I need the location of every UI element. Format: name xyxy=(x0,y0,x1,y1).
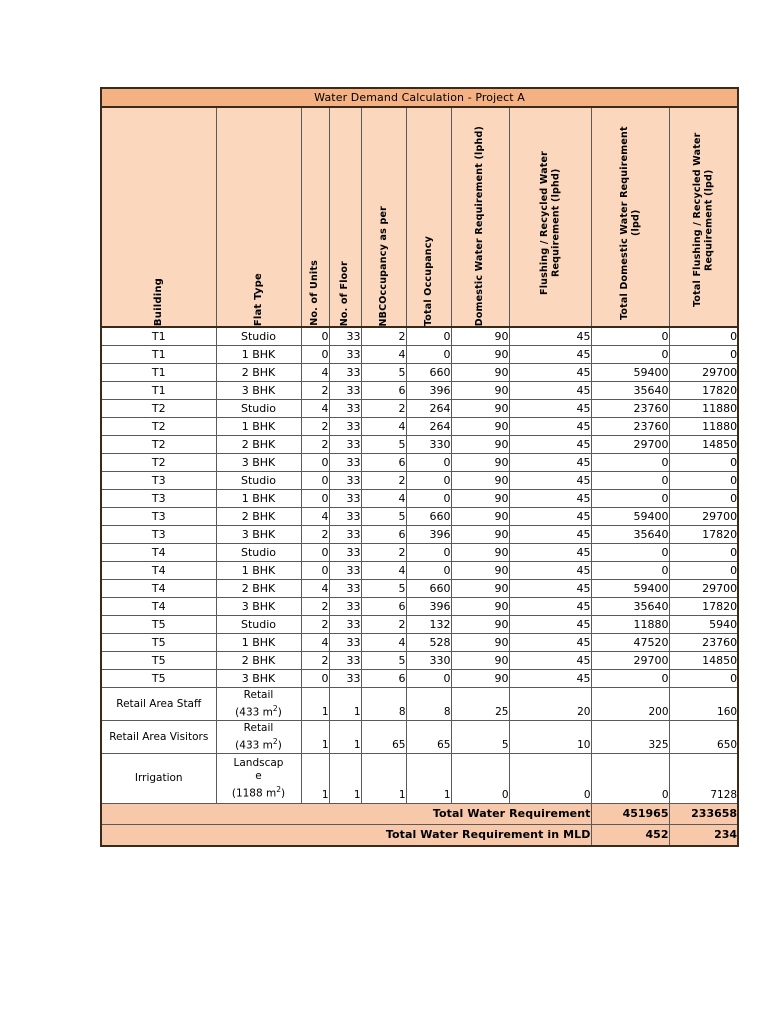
cell-nbc-occupancy: 6 xyxy=(361,454,406,472)
cell-no-of-units: 1 xyxy=(301,754,329,804)
water-demand-sheet xyxy=(100,87,737,847)
cell-nbc-occupancy: 5 xyxy=(361,436,406,454)
cell-building: Irrigation xyxy=(101,754,216,804)
footer-label: Total Water Requirement in MLD xyxy=(101,825,591,847)
cell-no-of-units: 4 xyxy=(301,580,329,598)
table-row xyxy=(101,652,738,670)
cell-no-of-units: 2 xyxy=(301,652,329,670)
cell-total-occupancy: 0 xyxy=(406,544,451,562)
cell-no-of-units: 1 xyxy=(301,688,329,721)
cell-nbc-occupancy: 1 xyxy=(361,754,406,804)
cell-no-of-floor: 33 xyxy=(329,580,361,598)
water-demand-table xyxy=(100,87,739,847)
cell-domestic-water-requirement: 90 xyxy=(451,472,509,490)
cell-total-domestic-water-requirement: 200 xyxy=(591,688,669,721)
cell-no-of-floor: 33 xyxy=(329,436,361,454)
cell-no-of-floor: 33 xyxy=(329,634,361,652)
table-row xyxy=(101,490,738,508)
table-row xyxy=(101,436,738,454)
table-footer xyxy=(101,804,738,847)
cell-total-flushing-water-requirement: 0 xyxy=(669,327,738,346)
cell-no-of-floor: 33 xyxy=(329,327,361,346)
cell-flat-type: 3 BHK xyxy=(216,526,301,544)
cell-domestic-water-requirement: 90 xyxy=(451,634,509,652)
cell-no-of-floor: 1 xyxy=(329,721,361,754)
cell-domestic-water-requirement: 90 xyxy=(451,327,509,346)
cell-total-occupancy: 264 xyxy=(406,418,451,436)
cell-total-domestic-water-requirement: 0 xyxy=(591,454,669,472)
cell-total-occupancy: 396 xyxy=(406,382,451,400)
cell-nbc-occupancy: 5 xyxy=(361,580,406,598)
table-row xyxy=(101,670,738,688)
header-label-nbc-occupancy: NBCOccupancy as per xyxy=(377,205,389,326)
cell-no-of-floor: 33 xyxy=(329,508,361,526)
cell-no-of-units: 2 xyxy=(301,616,329,634)
table-row xyxy=(101,598,738,616)
cell-flat-type: 1 BHK xyxy=(216,490,301,508)
cell-total-flushing-water-requirement: 17820 xyxy=(669,598,738,616)
cell-flat-type: 1 BHK xyxy=(216,346,301,364)
cell-total-domestic-water-requirement: 59400 xyxy=(591,580,669,598)
cell-flushing-water-requirement: 45 xyxy=(509,454,591,472)
cell-building: T5 xyxy=(101,652,216,670)
cell-flat-type: Landscap e (1188 $m^2$) xyxy=(216,754,301,804)
column-header-no-of-floor xyxy=(329,107,361,327)
cell-flushing-water-requirement: 45 xyxy=(509,526,591,544)
cell-no-of-floor: 1 xyxy=(329,754,361,804)
cell-total-domestic-water-requirement: 0 xyxy=(591,472,669,490)
cell-flat-type: Studio xyxy=(216,472,301,490)
cell-flat-type: 3 BHK xyxy=(216,598,301,616)
cell-no-of-units: 0 xyxy=(301,327,329,346)
cell-total-flushing-water-requirement: 14850 xyxy=(669,652,738,670)
header-label-flat-type: Flat Type xyxy=(252,272,264,326)
footer-total-domestic-water-requirement: 452 xyxy=(591,825,669,847)
cell-domestic-water-requirement: 90 xyxy=(451,346,509,364)
cell-total-flushing-water-requirement: 29700 xyxy=(669,580,738,598)
cell-no-of-units: 2 xyxy=(301,418,329,436)
cell-no-of-units: 0 xyxy=(301,670,329,688)
cell-flat-type: 1 BHK xyxy=(216,418,301,436)
cell-flat-type: 3 BHK xyxy=(216,382,301,400)
cell-total-domestic-water-requirement: 0 xyxy=(591,562,669,580)
header-label-building: Building xyxy=(153,277,164,326)
cell-flushing-water-requirement: 10 xyxy=(509,721,591,754)
table-row xyxy=(101,688,738,721)
cell-total-occupancy: 0 xyxy=(406,670,451,688)
cell-no-of-floor: 33 xyxy=(329,544,361,562)
cell-total-domestic-water-requirement: 0 xyxy=(591,346,669,364)
cell-total-occupancy: 0 xyxy=(406,327,451,346)
table-row xyxy=(101,472,738,490)
cell-domestic-water-requirement: 90 xyxy=(451,652,509,670)
cell-no-of-floor: 1 xyxy=(329,688,361,721)
cell-total-domestic-water-requirement: 35640 xyxy=(591,526,669,544)
cell-building: T5 xyxy=(101,634,216,652)
cell-total-flushing-water-requirement: 160 xyxy=(669,688,738,721)
cell-domestic-water-requirement: 90 xyxy=(451,400,509,418)
cell-nbc-occupancy: 2 xyxy=(361,327,406,346)
cell-building: T1 xyxy=(101,346,216,364)
cell-total-flushing-water-requirement: 14850 xyxy=(669,436,738,454)
cell-flat-type: Studio xyxy=(216,400,301,418)
cell-building: T4 xyxy=(101,580,216,598)
cell-building: T4 xyxy=(101,544,216,562)
cell-no-of-floor: 33 xyxy=(329,364,361,382)
cell-total-occupancy: 660 xyxy=(406,580,451,598)
cell-total-flushing-water-requirement: 0 xyxy=(669,544,738,562)
cell-total-domestic-water-requirement: 11880 xyxy=(591,616,669,634)
cell-domestic-water-requirement: 90 xyxy=(451,364,509,382)
cell-no-of-units: 0 xyxy=(301,490,329,508)
cell-total-occupancy: 0 xyxy=(406,562,451,580)
cell-domestic-water-requirement: 90 xyxy=(451,490,509,508)
header-label-total-occupancy: Total Occupancy xyxy=(422,235,434,326)
cell-flushing-water-requirement: 45 xyxy=(509,400,591,418)
cell-total-domestic-water-requirement: 0 xyxy=(591,544,669,562)
cell-total-flushing-water-requirement: 650 xyxy=(669,721,738,754)
cell-no-of-floor: 33 xyxy=(329,346,361,364)
cell-domestic-water-requirement: 5 xyxy=(451,721,509,754)
cell-flushing-water-requirement: 45 xyxy=(509,634,591,652)
cell-total-domestic-water-requirement: 0 xyxy=(591,327,669,346)
cell-no-of-units: 1 xyxy=(301,721,329,754)
table-row xyxy=(101,418,738,436)
cell-domestic-water-requirement: 90 xyxy=(451,598,509,616)
cell-building: T3 xyxy=(101,490,216,508)
cell-total-domestic-water-requirement: 29700 xyxy=(591,652,669,670)
column-header-flat-type xyxy=(216,107,301,327)
table-row xyxy=(101,580,738,598)
cell-domestic-water-requirement: 90 xyxy=(451,382,509,400)
cell-building: T4 xyxy=(101,562,216,580)
cell-flat-type: 3 BHK xyxy=(216,454,301,472)
cell-building: T2 xyxy=(101,418,216,436)
table-row xyxy=(101,721,738,754)
cell-domestic-water-requirement: 0 xyxy=(451,754,509,804)
cell-flat-type: 2 BHK xyxy=(216,580,301,598)
cell-no-of-floor: 33 xyxy=(329,454,361,472)
cell-flushing-water-requirement: 45 xyxy=(509,418,591,436)
cell-flushing-water-requirement: 45 xyxy=(509,598,591,616)
cell-no-of-units: 0 xyxy=(301,454,329,472)
cell-building: T1 xyxy=(101,327,216,346)
cell-nbc-occupancy: 6 xyxy=(361,382,406,400)
cell-total-flushing-water-requirement: 17820 xyxy=(669,382,738,400)
cell-flushing-water-requirement: 45 xyxy=(509,382,591,400)
column-header-domestic-water-requirement xyxy=(451,107,509,327)
cell-no-of-units: 2 xyxy=(301,436,329,454)
cell-flat-type: Retail (433 $m^2$) xyxy=(216,688,301,721)
table-row xyxy=(101,346,738,364)
cell-flushing-water-requirement: 45 xyxy=(509,490,591,508)
column-header-flushing-water-requirement xyxy=(509,107,591,327)
cell-total-domestic-water-requirement: 47520 xyxy=(591,634,669,652)
cell-total-occupancy: 330 xyxy=(406,436,451,454)
cell-total-flushing-water-requirement: 0 xyxy=(669,670,738,688)
cell-nbc-occupancy: 2 xyxy=(361,472,406,490)
header-label-total-domestic-water-requirement: Total Domestic Water Requirement (lpd) xyxy=(618,126,641,320)
cell-flushing-water-requirement: 45 xyxy=(509,436,591,454)
cell-no-of-units: 4 xyxy=(301,364,329,382)
header-label-flushing-water-requirement: Flushing / Recycled Water Requirement (lphd) xyxy=(538,150,561,296)
cell-nbc-occupancy: 2 xyxy=(361,616,406,634)
cell-no-of-units: 2 xyxy=(301,526,329,544)
cell-total-flushing-water-requirement: 0 xyxy=(669,472,738,490)
cell-nbc-occupancy: 4 xyxy=(361,634,406,652)
cell-flushing-water-requirement: 45 xyxy=(509,562,591,580)
table-title-row xyxy=(101,88,738,107)
cell-nbc-occupancy: 4 xyxy=(361,418,406,436)
cell-total-flushing-water-requirement: 7128 xyxy=(669,754,738,804)
cell-total-occupancy: 132 xyxy=(406,616,451,634)
column-header-total-domestic-water-requirement xyxy=(591,107,669,327)
table-row xyxy=(101,382,738,400)
cell-flat-type: 2 BHK xyxy=(216,652,301,670)
cell-nbc-occupancy: 2 xyxy=(361,544,406,562)
table-row xyxy=(101,562,738,580)
cell-no-of-floor: 33 xyxy=(329,562,361,580)
cell-flushing-water-requirement: 45 xyxy=(509,346,591,364)
cell-nbc-occupancy: 5 xyxy=(361,364,406,382)
cell-total-flushing-water-requirement: 17820 xyxy=(669,526,738,544)
cell-nbc-occupancy: 4 xyxy=(361,346,406,364)
cell-flushing-water-requirement: 0 xyxy=(509,754,591,804)
cell-nbc-occupancy: 5 xyxy=(361,508,406,526)
cell-domestic-water-requirement: 90 xyxy=(451,670,509,688)
cell-flat-type: Studio xyxy=(216,327,301,346)
cell-total-occupancy: 396 xyxy=(406,598,451,616)
table-row xyxy=(101,364,738,382)
footer-total-flushing-water-requirement: 234 xyxy=(669,825,738,847)
cell-building: T5 xyxy=(101,670,216,688)
cell-total-flushing-water-requirement: 0 xyxy=(669,562,738,580)
cell-building: T2 xyxy=(101,454,216,472)
table-row xyxy=(101,327,738,346)
cell-building: T1 xyxy=(101,382,216,400)
cell-flat-type: Studio xyxy=(216,544,301,562)
footer-total-flushing-water-requirement: 233658 xyxy=(669,804,738,825)
cell-total-flushing-water-requirement: 0 xyxy=(669,490,738,508)
cell-total-flushing-water-requirement: 29700 xyxy=(669,508,738,526)
cell-flushing-water-requirement: 45 xyxy=(509,508,591,526)
cell-no-of-floor: 33 xyxy=(329,526,361,544)
cell-total-occupancy: 396 xyxy=(406,526,451,544)
cell-total-flushing-water-requirement: 29700 xyxy=(669,364,738,382)
header-label-total-flushing-water-requirement: Total Flushing / Recycled Water Requirement (lpd) xyxy=(691,132,715,308)
cell-no-of-floor: 33 xyxy=(329,598,361,616)
cell-no-of-units: 0 xyxy=(301,562,329,580)
cell-total-occupancy: 660 xyxy=(406,508,451,526)
cell-domestic-water-requirement: 90 xyxy=(451,508,509,526)
header-label-no-of-floor: No. of Floor xyxy=(339,260,351,326)
cell-nbc-occupancy: 6 xyxy=(361,598,406,616)
cell-nbc-occupancy: 2 xyxy=(361,400,406,418)
cell-no-of-floor: 33 xyxy=(329,670,361,688)
cell-nbc-occupancy: 6 xyxy=(361,670,406,688)
cell-total-domestic-water-requirement: 23760 xyxy=(591,400,669,418)
table-row xyxy=(101,400,738,418)
table-body xyxy=(101,327,738,804)
table-row xyxy=(101,544,738,562)
cell-no-of-floor: 33 xyxy=(329,400,361,418)
cell-total-flushing-water-requirement: 0 xyxy=(669,454,738,472)
cell-building: Retail Area Visitors xyxy=(101,721,216,754)
cell-flat-type: Studio xyxy=(216,616,301,634)
cell-flushing-water-requirement: 20 xyxy=(509,688,591,721)
cell-total-occupancy: 528 xyxy=(406,634,451,652)
cell-flat-type: 2 BHK xyxy=(216,508,301,526)
cell-total-occupancy: 660 xyxy=(406,364,451,382)
page-title: Water Demand Calculation - Project A xyxy=(101,88,738,107)
cell-flushing-water-requirement: 45 xyxy=(509,544,591,562)
cell-total-domestic-water-requirement: 59400 xyxy=(591,364,669,382)
cell-no-of-floor: 33 xyxy=(329,616,361,634)
cell-building: T2 xyxy=(101,400,216,418)
cell-building: T3 xyxy=(101,526,216,544)
cell-flat-type: 2 BHK xyxy=(216,436,301,454)
cell-flushing-water-requirement: 45 xyxy=(509,364,591,382)
cell-total-flushing-water-requirement: 5940 xyxy=(669,616,738,634)
cell-domestic-water-requirement: 25 xyxy=(451,688,509,721)
cell-domestic-water-requirement: 90 xyxy=(451,616,509,634)
cell-total-flushing-water-requirement: 23760 xyxy=(669,634,738,652)
cell-building: T5 xyxy=(101,616,216,634)
table-row xyxy=(101,526,738,544)
cell-domestic-water-requirement: 90 xyxy=(451,418,509,436)
table-footer-row xyxy=(101,804,738,825)
cell-nbc-occupancy: 65 xyxy=(361,721,406,754)
cell-flushing-water-requirement: 45 xyxy=(509,472,591,490)
cell-flat-type: 3 BHK xyxy=(216,670,301,688)
cell-flushing-water-requirement: 45 xyxy=(509,616,591,634)
footer-label: Total Water Requirement xyxy=(101,804,591,825)
cell-total-domestic-water-requirement: 325 xyxy=(591,721,669,754)
cell-no-of-units: 0 xyxy=(301,544,329,562)
cell-no-of-floor: 33 xyxy=(329,418,361,436)
cell-domestic-water-requirement: 90 xyxy=(451,544,509,562)
table-footer-row xyxy=(101,825,738,847)
table-header-row xyxy=(101,107,738,327)
cell-no-of-floor: 33 xyxy=(329,652,361,670)
cell-no-of-units: 0 xyxy=(301,346,329,364)
cell-flat-type: 2 BHK xyxy=(216,364,301,382)
cell-total-flushing-water-requirement: 11880 xyxy=(669,418,738,436)
cell-flushing-water-requirement: 45 xyxy=(509,580,591,598)
cell-no-of-floor: 33 xyxy=(329,490,361,508)
cell-total-occupancy: 65 xyxy=(406,721,451,754)
cell-domestic-water-requirement: 90 xyxy=(451,580,509,598)
cell-total-occupancy: 0 xyxy=(406,472,451,490)
cell-total-domestic-water-requirement: 0 xyxy=(591,670,669,688)
cell-building: Retail Area Staff xyxy=(101,688,216,721)
cell-total-occupancy: 0 xyxy=(406,490,451,508)
cell-total-domestic-water-requirement: 0 xyxy=(591,754,669,804)
cell-no-of-floor: 33 xyxy=(329,382,361,400)
cell-building: T4 xyxy=(101,598,216,616)
cell-total-domestic-water-requirement: 29700 xyxy=(591,436,669,454)
cell-total-occupancy: 1 xyxy=(406,754,451,804)
column-header-total-flushing-water-requirement xyxy=(669,107,738,327)
header-label-no-of-units: No. of Units xyxy=(309,260,321,326)
cell-nbc-occupancy: 8 xyxy=(361,688,406,721)
cell-total-flushing-water-requirement: 11880 xyxy=(669,400,738,418)
cell-domestic-water-requirement: 90 xyxy=(451,562,509,580)
column-header-no-of-units xyxy=(301,107,329,327)
cell-total-domestic-water-requirement: 59400 xyxy=(591,508,669,526)
cell-flushing-water-requirement: 45 xyxy=(509,652,591,670)
table-row xyxy=(101,454,738,472)
cell-building: T1 xyxy=(101,364,216,382)
cell-no-of-units: 2 xyxy=(301,598,329,616)
cell-nbc-occupancy: 5 xyxy=(361,652,406,670)
cell-total-domestic-water-requirement: 35640 xyxy=(591,382,669,400)
header-label-domestic-water-requirement: Domestic Water Requirement (lphd) xyxy=(474,125,486,326)
cell-no-of-units: 4 xyxy=(301,400,329,418)
table-row xyxy=(101,616,738,634)
cell-total-occupancy: 0 xyxy=(406,454,451,472)
cell-nbc-occupancy: 4 xyxy=(361,562,406,580)
table-row xyxy=(101,754,738,804)
cell-total-occupancy: 0 xyxy=(406,346,451,364)
cell-total-domestic-water-requirement: 0 xyxy=(591,490,669,508)
cell-total-flushing-water-requirement: 0 xyxy=(669,346,738,364)
cell-total-domestic-water-requirement: 35640 xyxy=(591,598,669,616)
cell-flushing-water-requirement: 45 xyxy=(509,670,591,688)
cell-nbc-occupancy: 4 xyxy=(361,490,406,508)
cell-no-of-floor: 33 xyxy=(329,472,361,490)
cell-flat-type: Retail (433 $m^2$) xyxy=(216,721,301,754)
cell-flat-type: 1 BHK xyxy=(216,634,301,652)
cell-flat-type: 1 BHK xyxy=(216,562,301,580)
cell-building: T3 xyxy=(101,508,216,526)
column-header-building xyxy=(101,107,216,327)
cell-building: T3 xyxy=(101,472,216,490)
cell-total-domestic-water-requirement: 23760 xyxy=(591,418,669,436)
cell-no-of-units: 0 xyxy=(301,472,329,490)
cell-no-of-units: 2 xyxy=(301,382,329,400)
cell-domestic-water-requirement: 90 xyxy=(451,526,509,544)
cell-domestic-water-requirement: 90 xyxy=(451,436,509,454)
footer-total-domestic-water-requirement: 451965 xyxy=(591,804,669,825)
column-header-total-occupancy xyxy=(406,107,451,327)
cell-total-occupancy: 330 xyxy=(406,652,451,670)
cell-total-occupancy: 264 xyxy=(406,400,451,418)
cell-no-of-units: 4 xyxy=(301,634,329,652)
cell-nbc-occupancy: 6 xyxy=(361,526,406,544)
cell-flushing-water-requirement: 45 xyxy=(509,327,591,346)
column-header-nbc-occupancy xyxy=(361,107,406,327)
table-row xyxy=(101,508,738,526)
cell-domestic-water-requirement: 90 xyxy=(451,454,509,472)
cell-no-of-units: 4 xyxy=(301,508,329,526)
table-row xyxy=(101,634,738,652)
cell-total-occupancy: 8 xyxy=(406,688,451,721)
cell-building: T2 xyxy=(101,436,216,454)
